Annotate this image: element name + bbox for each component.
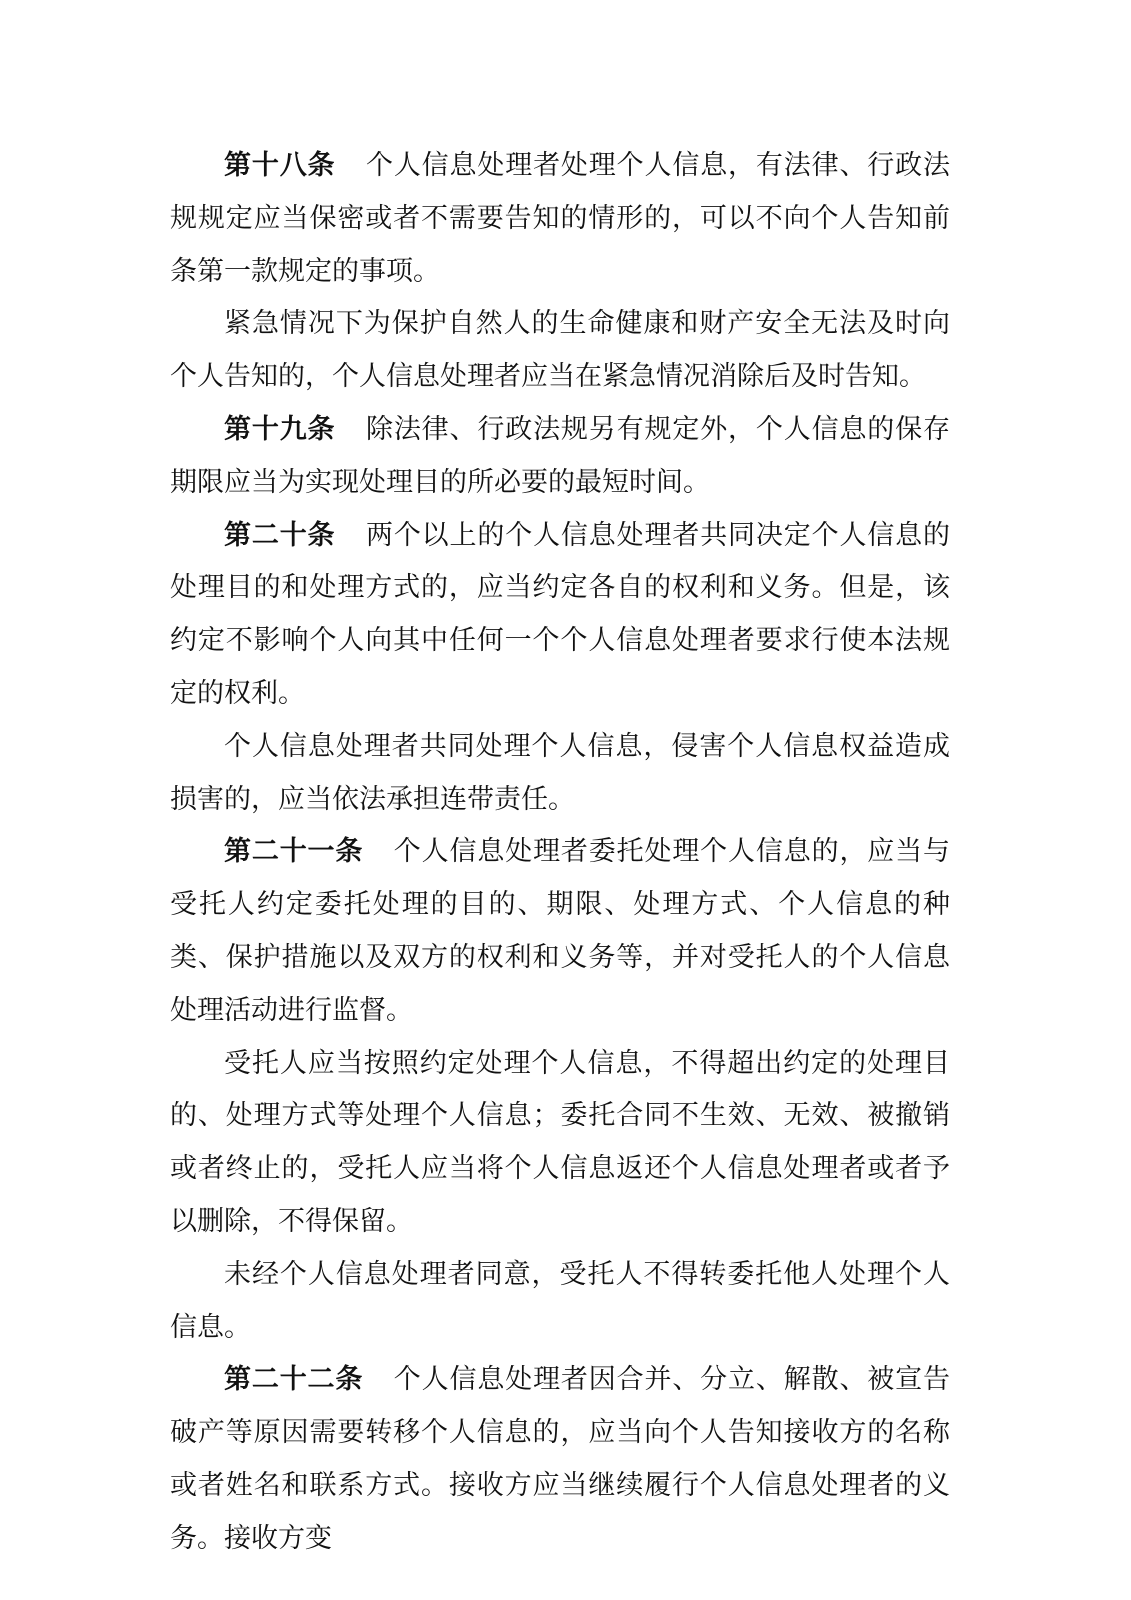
paragraph-article-18-clause-2 [170,298,950,404]
paragraph-text: 除法律、行政法规另有规定外，个人信息的保存期限应当为实现处理目的所必要的最短时间。 [170,413,951,498]
paragraph-article-21-clause-2 [170,1038,950,1249]
article-number: 第二十条 [224,519,336,551]
paragraph-article-20 [170,510,950,721]
article-number: 第十八条 [224,150,336,181]
document-page [170,140,950,1566]
paragraph-text: 个人信息处理者委托处理个人信息的，应当与受托人约定委托处理的目的、期限、处理方式、个人信息的种类、保护措施以及双方的权利和义务等，并对受托人的个人信息处理活动进行监督。 [170,836,951,1026]
paragraph-article-21 [170,826,950,1037]
paragraph-article-22 [170,1354,950,1565]
paragraph-article-21-clause-3 [170,1249,950,1355]
paragraph-article-19 [170,404,950,510]
paragraph-article-18 [170,140,950,298]
paragraph-text: 受托人应当按照约定处理个人信息，不得超出约定的处理目的、处理方式等处理个人信息；委托合同不生效、无效、被撤销或者终止的，受托人应当将个人信息返还个人信息处理者或者予以删除，不得保留。 [170,1047,950,1237]
paragraph-article-20-clause-2 [170,721,950,827]
paragraph-text: 个人信息处理者共同处理个人信息，侵害个人信息权益造成损害的，应当依法承担连带责任。 [170,730,950,815]
paragraph-text: 未经个人信息处理者同意，受托人不得转委托他人处理个人信息。 [170,1258,950,1343]
paragraph-text: 个人信息处理者因合并、分立、解散、被宣告破产等原因需要转移个人信息的，应当向个人告知接收方的名称或者姓名和联系方式。接收方应当继续履行个人信息处理者的义务。接收方变 [170,1364,951,1554]
paragraph-text: 两个以上的个人信息处理者共同决定个人信息的处理目的和处理方式的，应当约定各自的权利和义务。但是，该约定不影响个人向其中任何一个个人信息处理者要求行使本法规定的权利。 [170,519,951,709]
article-number: 第二十一条 [224,836,364,868]
paragraph-text: 紧急情况下为保护自然人的生命健康和财产安全无法及时向个人告知的，个人信息处理者应当在紧急情况消除后及时告知。 [170,308,950,393]
paragraph-text: 个人信息处理者处理个人信息，有法律、行政法规规定应当保密或者不需要告知的情形的，可以不向个人告知前条第一款规定的事项。 [170,150,951,287]
article-number: 第十九条 [224,413,336,445]
article-number: 第二十二条 [224,1364,364,1396]
